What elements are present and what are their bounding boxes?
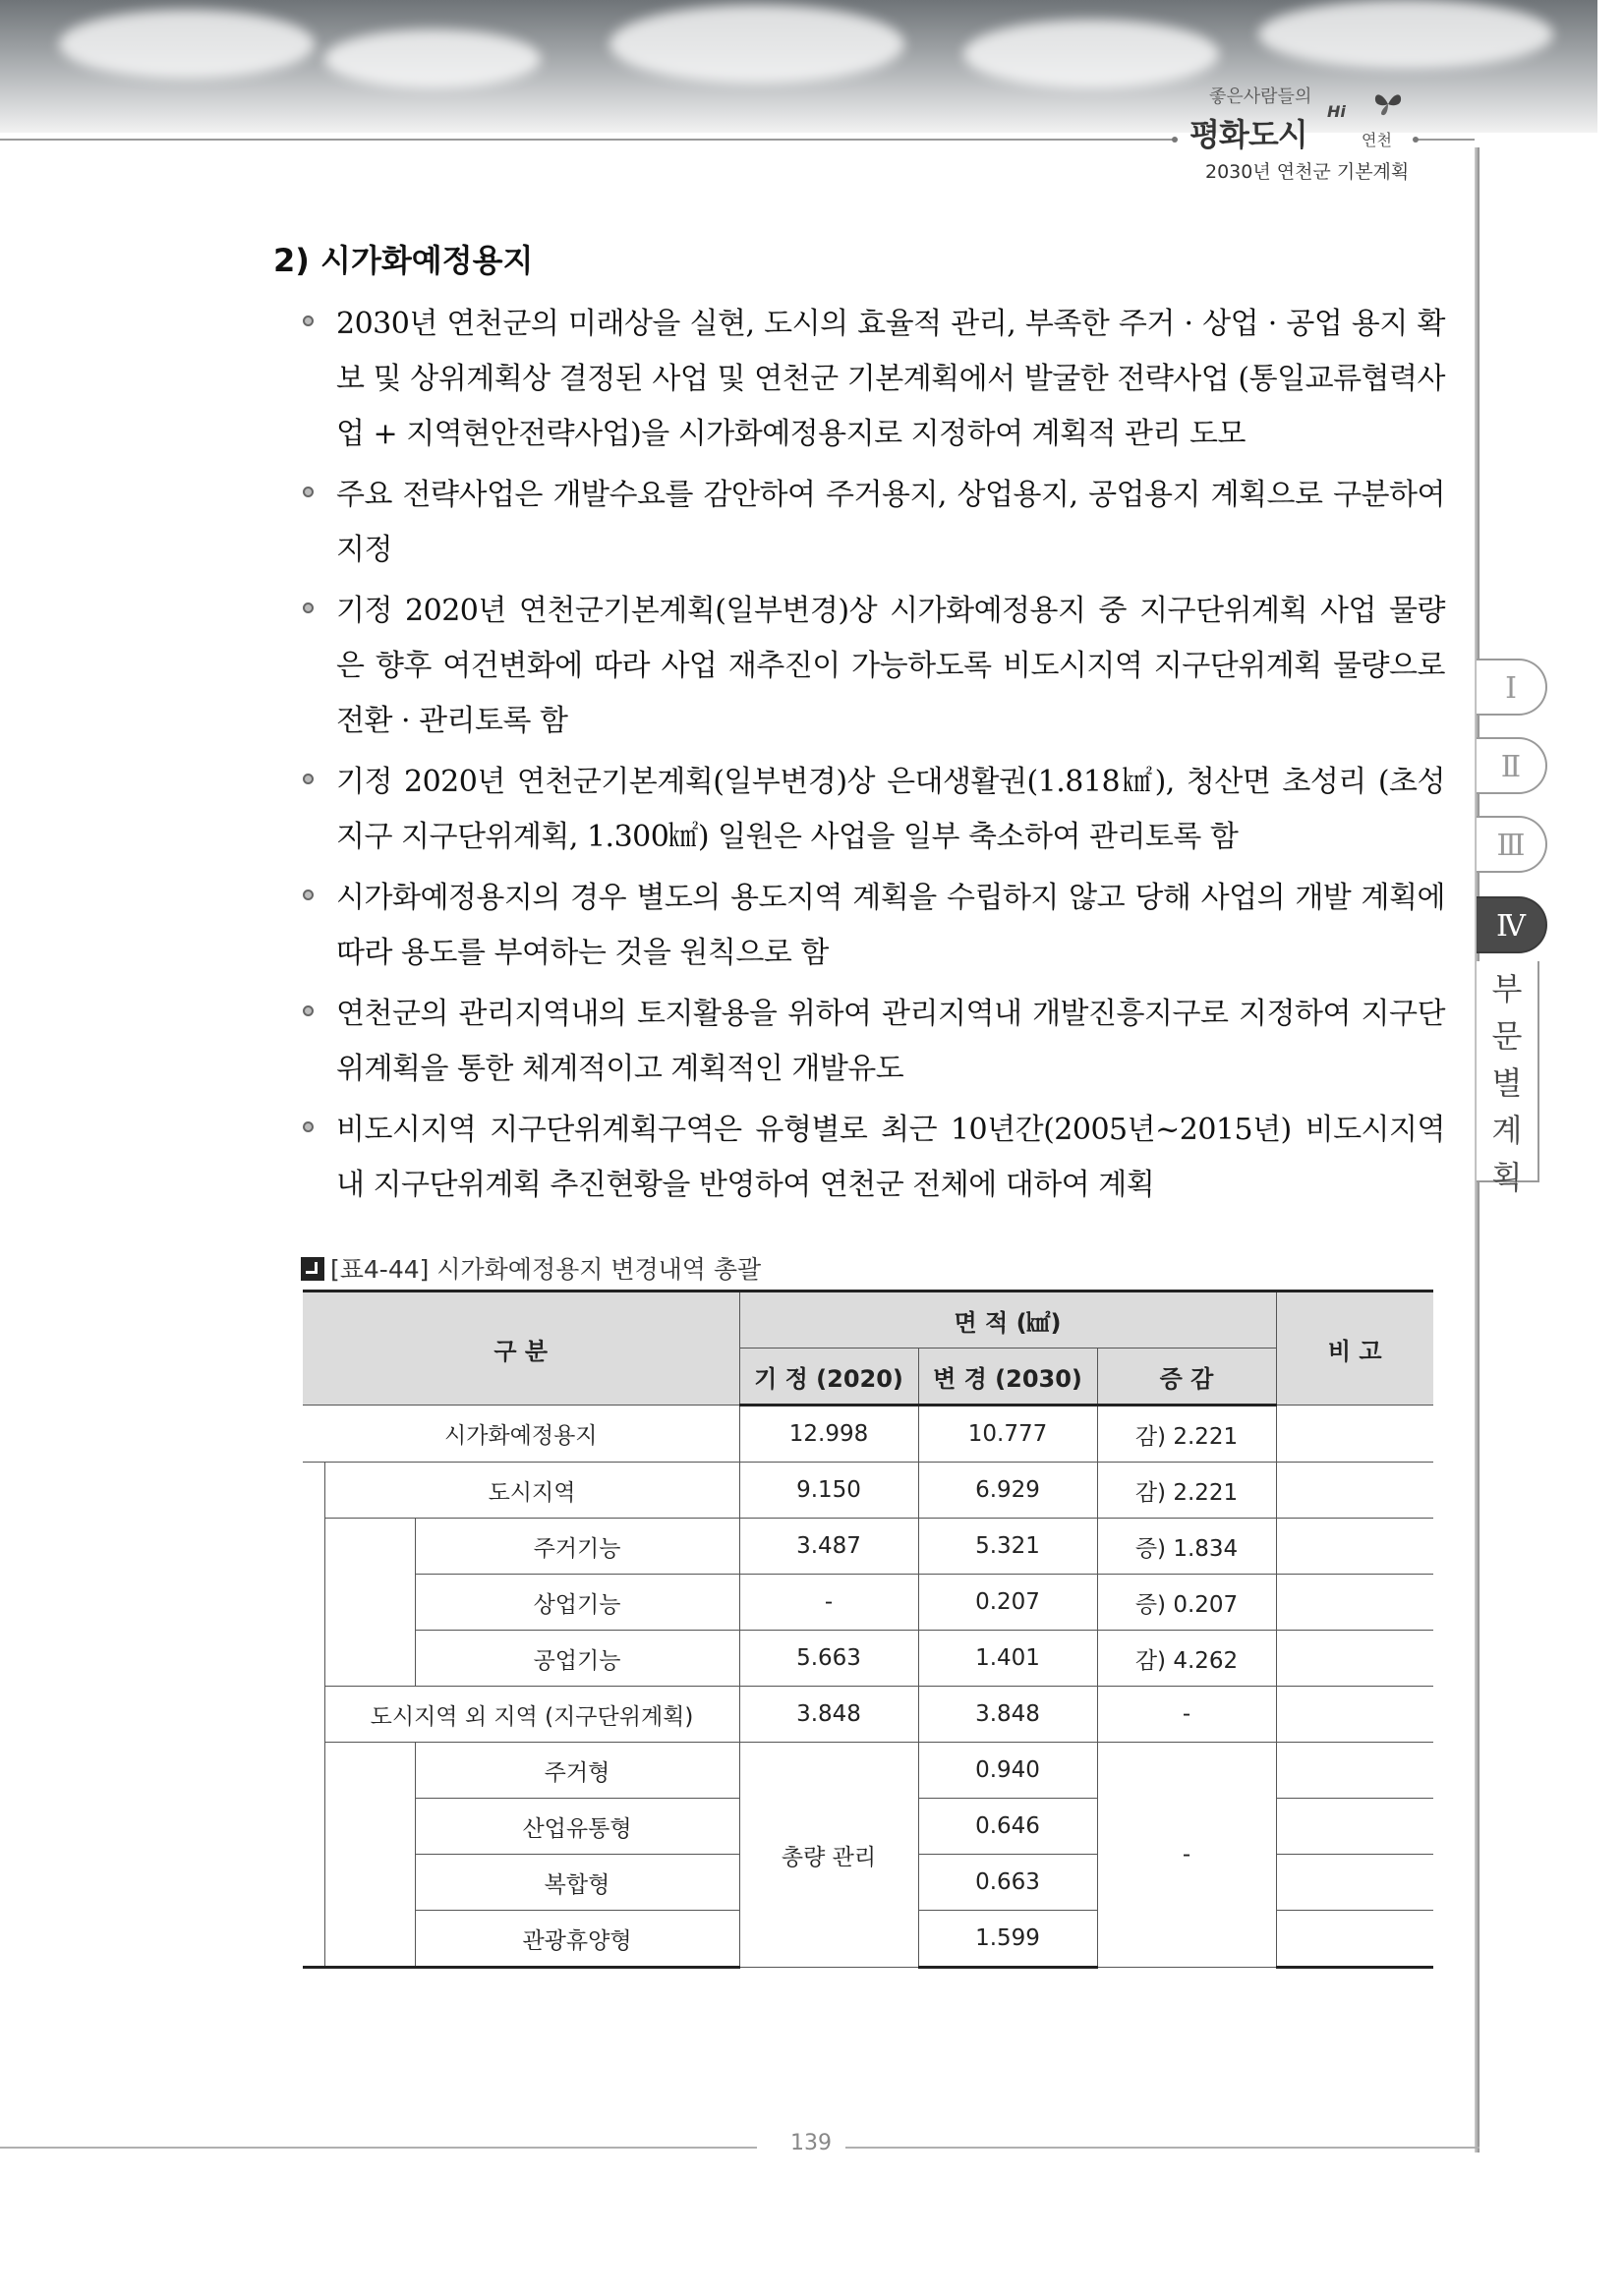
bullet-icon [303, 1121, 314, 1132]
table-caption: [표4-44] 시가화예정용지 변경내역 총괄 [301, 1250, 761, 1286]
tab-chapter-3[interactable]: Ⅲ [1477, 816, 1547, 873]
tab-chapter-1[interactable]: Ⅰ [1477, 659, 1547, 716]
total-management-cell: 총량 관리 [739, 1743, 918, 1968]
bullet-list [301, 297, 1445, 1219]
table-row: 도시지역 외 지역 (지구단위계획) 3.848 3.848 - [303, 1687, 1433, 1743]
bullet-icon [303, 1005, 314, 1016]
table-row: 상업기능 - 0.207 증) 0.207 [303, 1575, 1433, 1631]
bullet-icon [303, 316, 314, 326]
slogan-line2: 평화도시 [1189, 116, 1307, 153]
slogan-hi: Hi [1327, 102, 1346, 121]
list-item: 시가화예정용지의 경우 별도의 용도지역 계획을 수립하지 않고 당해 사업의 개발 계획에 따라 용도를 부여하는 것을 원칙으로 함 [301, 871, 1445, 981]
table-row: 관광휴양형 1.599 [303, 1911, 1433, 1968]
footer-rule-left [0, 2147, 757, 2149]
header-note: 비 고 [1276, 1292, 1433, 1406]
header-rule [0, 139, 1175, 141]
list-item: 비도시지역 지구단위계획구역은 유형별로 최근 10년간(2005년~2015년) 비도시지역 내 지구단위계획 추진현황을 반영하여 연천군 전체에 대하여 계획 [301, 1103, 1445, 1213]
header-rule-right [1416, 139, 1475, 141]
list-item: 주요 전략사업은 개발수요를 감안하여 주거용지, 상업용지, 공업용지 계획으로 구분하여 지정 [301, 468, 1445, 578]
list-item: 기정 2020년 연천군기본계획(일부변경)상 은대생활권(1.818㎢), 청산면 초성리 (초성지구 지구단위계획, 1.300㎢) 일원은 사업을 일부 축소하여 관리토록 함 [301, 755, 1445, 865]
table-row: 주거기능 3.487 5.321 증) 1.834 [303, 1519, 1433, 1575]
tab-chapter-2[interactable]: Ⅱ [1477, 737, 1547, 794]
document-title: 2030년 연천군 기본계획 [1205, 161, 1410, 183]
table-row: 도시지역 9.150 6.929 감) 2.221 [303, 1463, 1433, 1519]
bullet-icon [303, 487, 314, 497]
footer-rule-right [845, 2147, 1479, 2149]
list-item: 2030년 연천군의 미래상을 실현, 도시의 효율적 관리, 부족한 주거 · 상업 · 공업 용지 확보 및 상위계획상 결정된 사업 및 연천군 기본계획에서 발굴한 전략사업 (통일교류협력사업 + 지역현안전략사업)을 시가화예정용지로 지정하여 계획적 관리 도모 [301, 297, 1445, 462]
page-number: 139 [790, 2131, 832, 2155]
header-dot [1172, 137, 1178, 143]
list-item: 기정 2020년 연천군기본계획(일부변경)상 시가화예정용지 중 지구단위계획 사업 물량은 향후 여건변화에 따라 사업 재추진이 가능하도록 비도시지역 지구단위계획 물량으로 전환 · 관리토록 함 [301, 584, 1445, 749]
table-row: 주거형 총량 관리 0.940 - [303, 1743, 1433, 1799]
data-table [303, 1290, 1433, 1969]
table-row: 시가화예정용지 12.998 10.777 감) 2.221 [303, 1406, 1433, 1463]
section-title: 2) 시가화예정용지 [273, 242, 534, 279]
header-category: 구 분 [303, 1292, 739, 1406]
bullet-icon [303, 890, 314, 900]
slogan-city: 연천 [1362, 131, 1392, 149]
table-row: 산업유통형 0.646 [303, 1799, 1433, 1855]
slogan-line1: 좋은사람들의 [1209, 86, 1312, 107]
bullet-icon [303, 774, 314, 784]
active-chapter-label: 부 문 별 계 획 [1477, 961, 1539, 1182]
table-row: 복합형 0.663 [303, 1855, 1433, 1911]
city-slogan-logo [1189, 77, 1416, 151]
header-area: 면 적 (㎢) [739, 1292, 1276, 1349]
butterfly-icon [1372, 90, 1404, 118]
tab-chapter-4[interactable]: Ⅳ [1477, 896, 1547, 953]
bullet-icon [303, 603, 314, 613]
list-item: 연천군의 관리지역내의 토지활용을 위하여 관리지역내 개발진흥지구로 지정하여 지구단위계획을 통한 체계적이고 계획적인 개발유도 [301, 987, 1445, 1097]
header-before: 기 정 (2020) [739, 1349, 918, 1406]
arrow-box-icon [301, 1257, 324, 1281]
table-row: 공업기능 5.663 1.401 감) 4.262 [303, 1631, 1433, 1687]
header-after: 변 경 (2030) [918, 1349, 1097, 1406]
header-change: 증 감 [1097, 1349, 1276, 1406]
